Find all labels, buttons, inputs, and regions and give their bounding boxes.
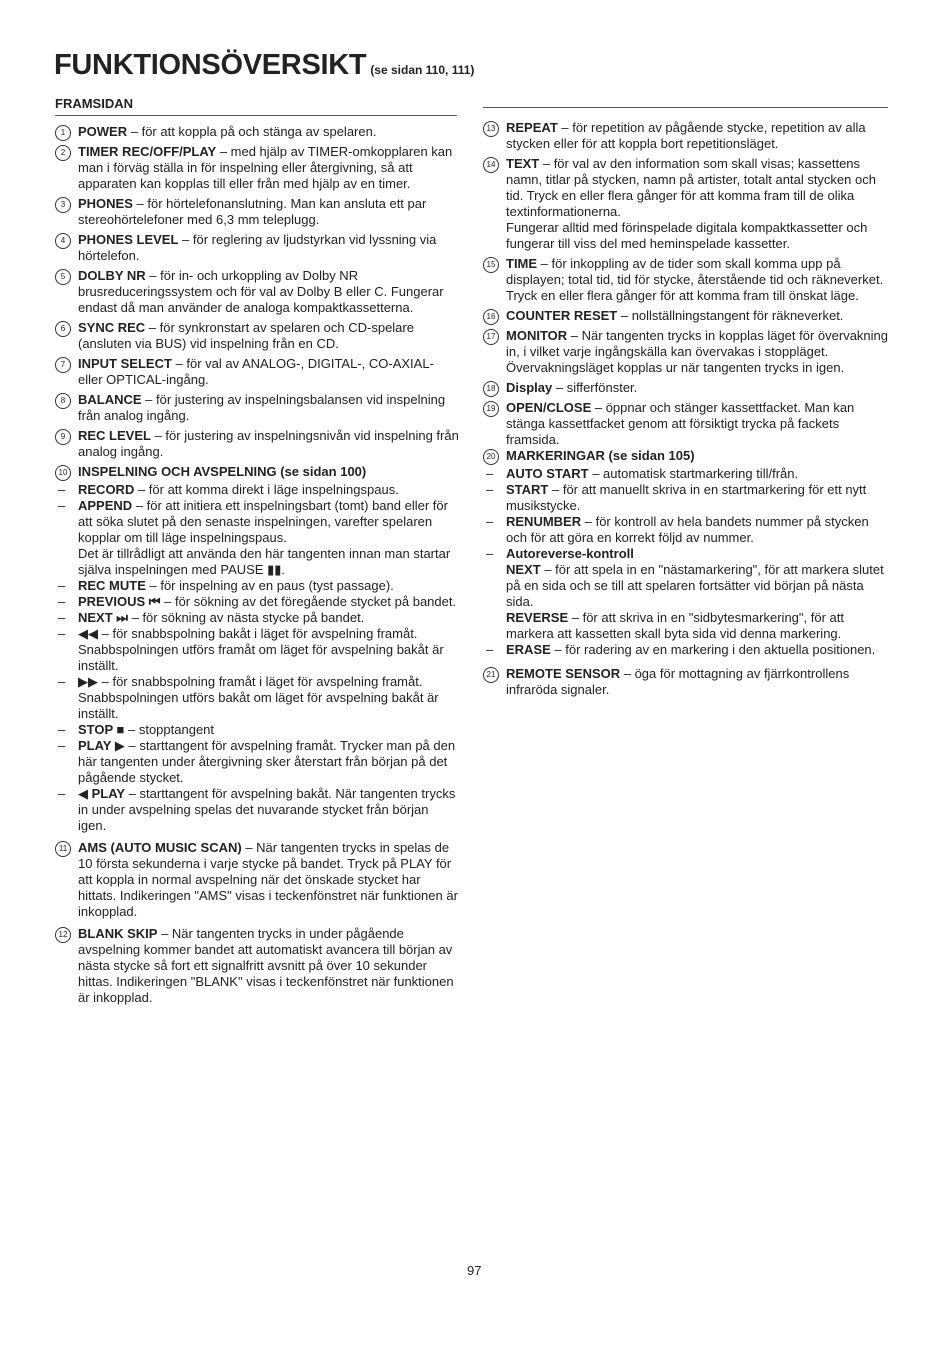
list-item (55, 144, 460, 192)
item-text: – sifferfönster. (552, 380, 638, 395)
item-number: 16 (483, 309, 499, 325)
sub-item (55, 722, 460, 738)
list-item (55, 464, 460, 480)
dash-marker: – (58, 738, 66, 753)
sub-text: – starttangent för avspelning framåt. Trycker man på den här tangenten under återgivning sker återstart från början på det pågående stycket. (78, 738, 456, 785)
sub-term: NEXT ⏭ (78, 610, 128, 625)
sub-text: – starttangent för avspelning bakåt. När tangenten trycks in under avspelning spelas det nuvarande stycket från början igen. (78, 786, 456, 833)
sub-term: ◀ PLAY (78, 786, 126, 801)
title-page-reference: (se sidan 110, 111) (370, 63, 475, 77)
item-number: 12 (55, 927, 71, 943)
sub-text: – för inspelning av en paus (tyst passage). (145, 578, 394, 593)
list-item (55, 840, 460, 920)
item-term: TEXT (506, 156, 540, 171)
sub-text: – för att skriva in en "sidbytesmarkering", för att markera att kassetten skall byta sida vid denna markering. (506, 610, 844, 641)
sub-term: ERASE (506, 642, 551, 657)
item-term: POWER (78, 124, 128, 139)
sub-text: – automatisk startmarkering till/från. (588, 466, 799, 481)
sub-term: AUTO START (506, 466, 589, 481)
sub-term: ▶▶ (78, 674, 98, 689)
sub-term: ◀◀ (78, 626, 98, 641)
dash-marker: – (486, 482, 494, 497)
list-item (483, 256, 888, 304)
dash-marker: – (58, 498, 66, 513)
sub-item (483, 642, 888, 658)
item-number: 9 (55, 429, 71, 445)
item-number: 11 (55, 841, 71, 857)
item-number: 2 (55, 145, 71, 161)
dash-marker: – (58, 578, 66, 593)
list-item (483, 120, 888, 152)
sub-item (55, 786, 460, 834)
item-text: – för reglering av ljudstyrkan vid lyssning via hörtelefon. (78, 232, 437, 263)
list-item (483, 666, 888, 698)
sub-term: START (506, 482, 549, 497)
item-text: – för hörtelefonanslutning. Man kan ansluta ett par stereohörtelefoner med 6,3 mm teleplugg. (78, 196, 427, 227)
sub-continuation: Det är tillrådligt att använda den här tangenten innan man startar själva inspelningen med PAUSE ▮▮. (78, 546, 451, 577)
sub-text: – för att manuellt skriva in en startmarkering för ett nytt musikstycke. (506, 482, 867, 513)
list-item (55, 926, 460, 1006)
sub-text: – för att spela in en "nästamarkering", för att markera slutet på en sida och se till att spelaren fortsätter vid början på nästa sida. (506, 562, 884, 609)
sub-term: REVERSE (506, 610, 569, 625)
dash-marker: – (486, 642, 494, 657)
item-number: 5 (55, 269, 71, 285)
sub-item (55, 610, 460, 626)
left-column (55, 124, 460, 1010)
sub-text: – för snabbspolning framåt i läget för avspelning framåt. (98, 674, 423, 689)
sub-text: – för kontroll av hela bandets nummer på stycken och för att göra en korrekt följd av nummer. (506, 514, 869, 545)
dash-marker: – (58, 482, 66, 497)
list-item (55, 320, 460, 352)
sub-text: – stopptangent (124, 722, 215, 737)
item-term: DOLBY NR (78, 268, 146, 283)
dash-marker: – (58, 626, 66, 641)
item-number: 15 (483, 257, 499, 273)
dash-marker: – (486, 514, 494, 529)
sub-term: STOP ■ (78, 722, 125, 737)
item-number: 18 (483, 381, 499, 397)
item-text: – När tangenten trycks in kopplas läget för övervakning in, i vilket varje ingångskälla kan övervakas i stoppläget. (506, 328, 888, 359)
item-term: INPUT SELECT (78, 356, 172, 371)
item-number: 6 (55, 321, 71, 337)
item-number: 20 (483, 449, 499, 465)
sub-continuation: Snabbspolningen utförs framåt om läget för avspelning bakåt är inställt. (78, 642, 444, 673)
sub-item (55, 498, 460, 546)
list-item (483, 308, 888, 324)
list-item (55, 356, 460, 388)
sub-continuation (483, 562, 888, 610)
item-text: – för att koppla på och stänga av spelaren. (127, 124, 377, 139)
item-text: – för val av den information som skall visas; kassettens namn, titlar på stycken, namn på artister, totalt antal stycken och tid. Tryck en eller flera gånger för att komma fram till de olika textinformationerna. (506, 156, 876, 219)
item-text: – öppnar och stänger kassettfacket. Man kan stänga kassettfacket genom att försiktigt trycka på fackets framsida. (506, 400, 855, 447)
list-item (55, 232, 460, 264)
item-term: Display (506, 380, 553, 395)
item-term: COUNTER RESET (506, 308, 618, 323)
item-term: REC LEVEL (78, 428, 151, 443)
item-term: PHONES (78, 196, 133, 211)
item-text: – för val av ANALOG-, DIGITAL-, CO-AXIAL- eller OPTICAL-ingång. (78, 356, 434, 387)
list-item (483, 156, 888, 220)
sub-item (55, 578, 460, 594)
item-term: MONITOR (506, 328, 568, 343)
item-term: SYNC REC (78, 320, 146, 335)
item-term: REMOTE SENSOR (506, 666, 621, 681)
sub-term: Autoreverse-kontroll (506, 546, 634, 561)
section-heading: FRAMSIDAN (55, 96, 133, 111)
sub-item (483, 546, 888, 562)
sub-item (483, 514, 888, 546)
sub-text: – för radering av en markering i den aktuella positionen. (550, 642, 876, 657)
list-item (55, 268, 460, 316)
sub-item (483, 482, 888, 514)
list-item (55, 392, 460, 424)
sub-term: APPEND (78, 498, 133, 513)
item-text: – för in- och urkoppling av Dolby NR brusreduceringssystem och för val av Dolby B eller C. Fungerar endast då man använder de analoga kompaktkassetterna. (78, 268, 444, 315)
sub-continuation (483, 610, 888, 642)
title-main: FUNKTIONSÖVERSIKT (54, 49, 367, 81)
page-number: 97 (467, 1263, 482, 1278)
item-number: 13 (483, 121, 499, 137)
item-number: 21 (483, 667, 499, 683)
sub-text: – för att komma direkt i läge inspelningspaus. (134, 482, 399, 497)
item-number: 3 (55, 197, 71, 213)
item-text: – När tangenten trycks in under pågående avspelning kommer bandet att automatiskt avancera till början av nästa stycke så fort ett signalfritt avsnitt på över 10 sekunder hittas. Indikeringen "BLANK" visas i teckenfönstret när funktionen är inkopplad. (78, 926, 454, 1005)
item-text: – för repetition av pågående stycke, repetition av alla stycken eller för att koppla bort repetitionsläget. (506, 120, 866, 151)
sub-item (55, 594, 460, 610)
divider-left (55, 115, 457, 116)
dash-marker: – (58, 594, 66, 609)
sub-term: REC MUTE (78, 578, 146, 593)
item-term: BALANCE (78, 392, 142, 407)
item-text: – nollställningstangent för räkneverket. (617, 308, 844, 323)
item-term: AMS (AUTO MUSIC SCAN) (78, 840, 242, 855)
item-text: – för synkronstart av spelaren och CD-spelare (ansluten via BUS) vid inspelning från en CD. (78, 320, 414, 351)
sub-term: PREVIOUS ⏮ (78, 594, 161, 609)
dash-marker: – (486, 546, 494, 561)
list-item (483, 448, 888, 464)
dash-marker: – (58, 722, 66, 737)
item-text: – öga för mottagning av fjärrkontrollens infraröda signaler. (506, 666, 850, 697)
dash-marker: – (58, 786, 66, 801)
sub-term: PLAY ▶ (78, 738, 125, 753)
item-text: – för inkoppling av de tider som skall komma upp på displayen; total tid, tid för stycke, återstående tid och räkneverket. Tryck en eller flera gånger för att komma fram till önskat läge. (506, 256, 884, 303)
item-term: OPEN/CLOSE (506, 400, 592, 415)
item-text: – för justering av inspelningsbalansen vid inspelning från analog ingång. (78, 392, 446, 423)
item-number: 8 (55, 393, 71, 409)
list-item (483, 328, 888, 360)
list-item (483, 380, 888, 396)
list-item (55, 124, 460, 140)
item-text: – med hjälp av TIMER-omkopplaren kan man i förväg ställa in för inspelning eller återgivning, så att apparaten kan kopplas till eller från med hjälp av en timer. (78, 144, 453, 191)
sub-text: – för sökning av nästa stycke på bandet. (127, 610, 365, 625)
item-number: 4 (55, 233, 71, 249)
item-number: 17 (483, 329, 499, 345)
dash-marker: – (486, 466, 494, 481)
sub-text: – för att initiera ett inspelningsbart (tomt) band eller för att söka slutet på den senaste inspelningen, varefter spelaren kopplar om till läge inspelningspaus. (78, 498, 448, 545)
sub-continuation: Snabbspolningen utförs bakåt om läget för avspelning bakåt är inställt. (78, 690, 439, 721)
item-number: 1 (55, 125, 71, 141)
sub-term: RENUMBER (506, 514, 582, 529)
sub-item (55, 482, 460, 498)
sub-item (483, 466, 888, 482)
sub-item (55, 626, 460, 642)
sub-item (55, 674, 460, 690)
list-item (55, 196, 460, 228)
item-term: INSPELNING OCH AVSPELNING (se sidan 100) (78, 464, 367, 479)
sub-term: RECORD (78, 482, 135, 497)
item-term: TIMER REC/OFF/PLAY (78, 144, 217, 159)
dash-marker: – (58, 674, 66, 689)
sub-item (55, 738, 460, 786)
item-term: PHONES LEVEL (78, 232, 179, 247)
item-text: – När tangenten trycks in spelas de 10 första sekunderna i varje stycke på bandet. Tryck på PLAY för att koppla in normal avspelning när det önskade stycket har hittats. Indikeringen "AMS" visas i teckenfönstret när funktionen är inkopplad. (78, 840, 458, 919)
item-number: 14 (483, 157, 499, 173)
sub-text: – för snabbspolning bakåt i läget för avspelning framåt. (98, 626, 418, 641)
dash-marker: – (58, 610, 66, 625)
item-term: TIME (506, 256, 538, 271)
item-continuation: Fungerar alltid med förinspelade digitala kompaktkassetter och fungerar till viss del med heminspelade kassetter. (506, 220, 868, 251)
item-term: REPEAT (506, 120, 558, 135)
item-number: 19 (483, 401, 499, 417)
divider-right (483, 107, 888, 108)
item-number: 10 (55, 465, 71, 481)
sub-term: NEXT (506, 562, 541, 577)
item-number: 7 (55, 357, 71, 373)
list-item (483, 400, 888, 448)
sub-text: – för sökning av det föregående stycket på bandet. (160, 594, 457, 609)
item-term: MARKERINGAR (se sidan 105) (506, 448, 695, 463)
item-text: – för justering av inspelningsnivån vid inspelning från analog ingång. (78, 428, 459, 459)
page-title (54, 49, 474, 82)
item-continuation: Övervakningsläget kopplas ur när tangenten trycks in igen. (506, 360, 845, 375)
list-item (55, 428, 460, 460)
item-term: BLANK SKIP (78, 926, 158, 941)
right-column (483, 120, 888, 702)
